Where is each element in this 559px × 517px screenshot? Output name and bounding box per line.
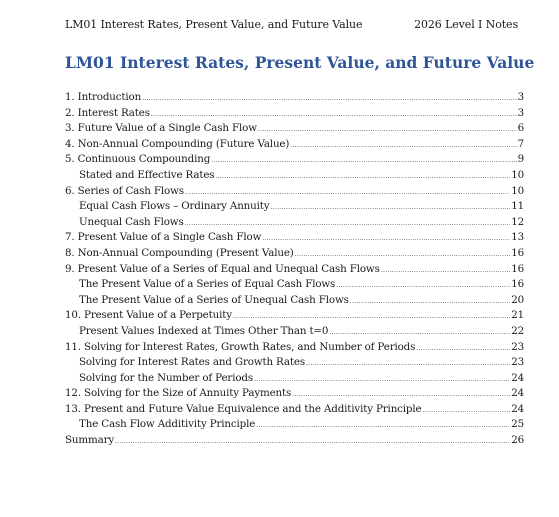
- toc-dot-leader: [295, 247, 511, 263]
- toc-dot-leader: [422, 403, 510, 419]
- toc-entry-page-number[interactable]: 24: [511, 402, 524, 415]
- toc-entry-page-number[interactable]: 10: [511, 168, 524, 181]
- toc-entry[interactable]: [65, 417, 524, 433]
- toc-entry[interactable]: [65, 371, 524, 387]
- toc-entry-page-number[interactable]: 25: [511, 418, 524, 431]
- toc-dot-leader: [258, 122, 517, 138]
- toc-entry[interactable]: [65, 230, 524, 246]
- toc-entry[interactable]: [65, 137, 524, 153]
- toc-entry[interactable]: [65, 90, 524, 106]
- toc-entry[interactable]: [65, 152, 524, 168]
- toc-dot-leader: [270, 200, 510, 216]
- toc-entry-label[interactable]: 8. Non-Annual Compounding (Present Value): [65, 246, 294, 259]
- toc-dot-leader: [185, 185, 510, 201]
- toc-entry-page-number[interactable]: 26: [511, 434, 524, 447]
- toc-entry[interactable]: [65, 168, 524, 184]
- toc-dot-leader: [329, 325, 510, 341]
- toc-dot-leader: [292, 387, 510, 403]
- toc-entry-label[interactable]: Solving for Interest Rates and Growth Rates: [79, 356, 305, 369]
- toc-entry[interactable]: [65, 324, 524, 340]
- toc-dot-leader: [416, 341, 510, 357]
- toc-entry-label[interactable]: 6. Series of Cash Flows: [65, 184, 184, 197]
- toc-dot-leader: [233, 309, 510, 325]
- toc-entry-label[interactable]: Unequal Cash Flows: [79, 215, 184, 228]
- toc-dot-leader: [211, 153, 516, 169]
- toc-entry-page-number[interactable]: 24: [511, 387, 524, 400]
- toc-dot-leader: [306, 356, 510, 372]
- toc-entry-page-number[interactable]: 20: [511, 293, 524, 306]
- toc-entry[interactable]: [65, 355, 524, 371]
- toc-entry-page-number[interactable]: 11: [511, 200, 524, 213]
- toc-entry-page-number[interactable]: 3: [517, 106, 524, 119]
- toc-entry[interactable]: [65, 277, 524, 293]
- toc-entry[interactable]: [65, 121, 524, 137]
- toc-entry-page-number[interactable]: 23: [511, 356, 524, 369]
- toc-entry[interactable]: [65, 293, 524, 309]
- toc-dot-leader: [336, 278, 510, 294]
- toc-entry-page-number[interactable]: 21: [511, 309, 524, 322]
- toc-entry-label[interactable]: 11. Solving for Interest Rates, Growth Rates, and Number of Periods: [65, 340, 416, 353]
- toc-entry-label[interactable]: 2. Interest Rates: [65, 106, 150, 119]
- toc-entry-label[interactable]: The Present Value of a Series of Equal Cash Flows: [79, 278, 336, 291]
- toc-dot-leader: [290, 138, 516, 154]
- toc-entry-label[interactable]: Equal Cash Flows – Ordinary Annuity: [79, 200, 270, 213]
- toc-entry[interactable]: [65, 402, 524, 418]
- toc-entry-label[interactable]: 12. Solving for the Size of Annuity Payments: [65, 387, 292, 400]
- toc-entry-label[interactable]: Summary: [65, 434, 115, 447]
- toc-dot-leader: [350, 294, 510, 310]
- toc-entry[interactable]: [65, 199, 524, 215]
- header-edition: 2026 Level I Notes: [414, 18, 518, 31]
- toc-entry-page-number[interactable]: 12: [511, 215, 524, 228]
- toc-entry[interactable]: [65, 433, 524, 449]
- toc-entry-page-number[interactable]: 13: [511, 231, 524, 244]
- toc-entry-label[interactable]: 1. Introduction: [65, 91, 142, 103]
- toc-entry-page-number[interactable]: 9: [517, 153, 524, 166]
- header-document-title: LM01 Interest Rates, Present Value, and Future Value: [65, 18, 363, 31]
- toc-entry[interactable]: [65, 215, 524, 231]
- toc-entry-label[interactable]: Solving for the Number of Periods: [79, 371, 253, 384]
- toc-entry-page-number[interactable]: 23: [511, 340, 524, 353]
- toc-entry-label[interactable]: Stated and Effective Rates: [79, 168, 215, 181]
- toc-entry[interactable]: [65, 262, 524, 278]
- page-title: LM01 Interest Rates, Present Value, and Future Value: [65, 53, 535, 72]
- toc-entry-label[interactable]: 10. Present Value of a Perpetuity: [65, 309, 232, 322]
- table-of-contents: [65, 90, 524, 449]
- toc-entry-label[interactable]: Present Values Indexed at Times Other Than t=0: [79, 324, 329, 337]
- toc-entry-label[interactable]: 5. Continuous Compounding: [65, 153, 211, 166]
- toc-entry-page-number[interactable]: 16: [511, 278, 524, 291]
- toc-dot-leader: [262, 231, 510, 247]
- toc-entry-page-number[interactable]: 16: [511, 246, 524, 259]
- toc-dot-leader: [185, 216, 511, 232]
- toc-entry-label[interactable]: The Cash Flow Additivity Principle: [79, 418, 256, 431]
- toc-entry-page-number[interactable]: 16: [511, 262, 524, 275]
- toc-entry[interactable]: [65, 340, 524, 356]
- toc-dot-leader: [256, 418, 510, 434]
- toc-entry-page-number[interactable]: 3: [517, 91, 524, 103]
- toc-dot-leader: [254, 372, 510, 388]
- toc-dot-leader: [151, 107, 517, 123]
- toc-entry-label[interactable]: 13. Present and Future Value Equivalence and the Additivity Principle: [65, 402, 422, 415]
- toc-entry-label[interactable]: 3. Future Value of a Single Cash Flow: [65, 122, 257, 135]
- toc-dot-leader: [115, 434, 510, 450]
- toc-entry[interactable]: [65, 184, 524, 200]
- toc-entry-label[interactable]: 9. Present Value of a Series of Equal and Unequal Cash Flows: [65, 262, 380, 275]
- toc-entry-page-number[interactable]: 7: [517, 137, 524, 150]
- toc-entry[interactable]: [65, 106, 524, 122]
- toc-entry-label[interactable]: 7. Present Value of a Single Cash Flow: [65, 231, 262, 244]
- toc-entry[interactable]: [65, 308, 524, 324]
- toc-dot-leader: [381, 263, 510, 279]
- toc-entry-page-number[interactable]: 10: [511, 184, 524, 197]
- toc-entry-label[interactable]: 4. Non-Annual Compounding (Future Value): [65, 137, 290, 150]
- toc-entry[interactable]: [65, 386, 524, 402]
- toc-entry-label[interactable]: The Present Value of a Series of Unequal Cash Flows: [79, 293, 349, 306]
- toc-dot-leader: [215, 169, 510, 185]
- toc-entry-page-number[interactable]: 22: [511, 324, 524, 337]
- toc-entry-page-number[interactable]: 6: [517, 122, 524, 135]
- toc-entry-page-number[interactable]: 24: [511, 371, 524, 384]
- page-header: [65, 18, 518, 31]
- toc-entry[interactable]: [65, 246, 524, 262]
- toc-dot-leader: [142, 91, 517, 107]
